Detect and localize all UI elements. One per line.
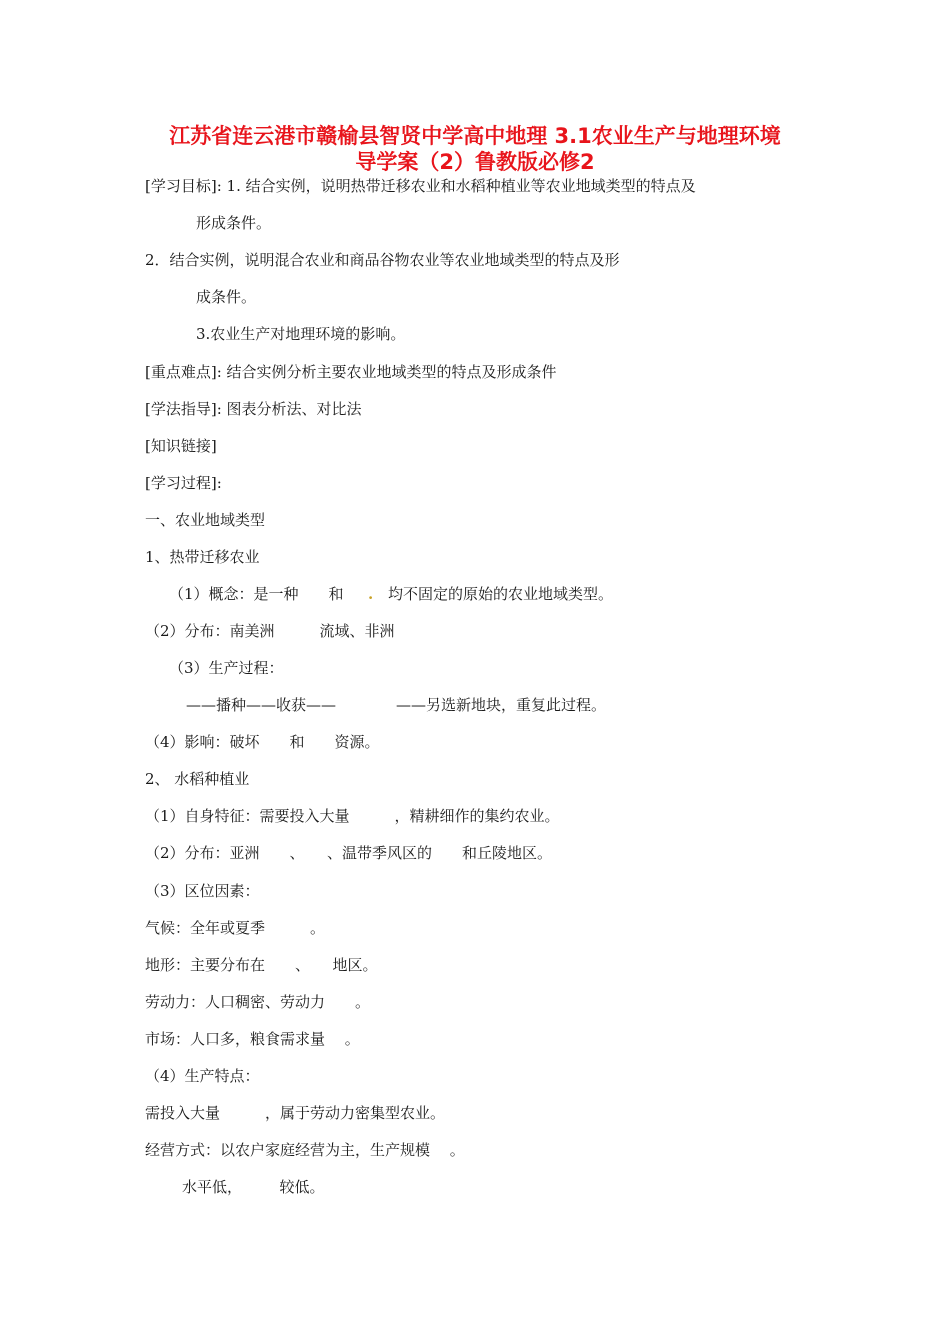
- objective-2-continued: 成条件。: [196, 288, 257, 306]
- learning-objectives: [学习目标]: 1. 结合实例，说明热带迁移农业和水稻种植业等农业地域类型的特点及: [145, 177, 696, 195]
- rice-climate: 气候：全年或夏季 。: [145, 919, 326, 937]
- shifting-process-heading: （3）生产过程：: [169, 659, 284, 677]
- rice-production-features: （4）生产特点：: [145, 1067, 260, 1085]
- objective-3: 3.农业生产对地理环境的影响。: [196, 325, 406, 343]
- shifting-concept: （1）概念：是一种 和: [169, 585, 344, 603]
- document-title-line-1: 江苏省连云港市赣榆县智贤中学高中地理 3.1农业生产与地理环境: [169, 124, 781, 148]
- rice-characteristics: （1）自身特征：需要投入大量 ，精耕细作的集约农业。: [145, 807, 560, 825]
- subsection-shifting-agriculture: 1、热带迁移农业: [145, 548, 260, 566]
- objective-2: 2．结合实例，说明混合农业和商品谷物农业等农业地域类型的特点及形: [145, 251, 620, 269]
- rice-management: 经营方式：以农户家庭经营为主，生产规模 。: [145, 1141, 465, 1159]
- subsection-rice-farming: 2、 水稻种植业: [145, 770, 250, 788]
- key-points: [重点难点]: 结合实例分析主要农业地域类型的特点及形成条件: [145, 363, 557, 381]
- shifting-distribution: （2）分布：南美洲 流域、非洲: [145, 622, 395, 640]
- document-title-line-2: 导学案（2）鲁教版必修2: [355, 150, 595, 174]
- shifting-concept-tail: 均不固定的原始的农业地域类型。: [388, 585, 614, 603]
- mark-dot: .: [368, 585, 374, 603]
- knowledge-link: [知识链接]: [145, 437, 217, 455]
- rice-level: 水平低， 较低。: [182, 1178, 325, 1196]
- rice-location-factors: （3）区位因素：: [145, 882, 260, 900]
- rice-distribution: （2）分布：亚洲 、 、温带季风区的 和丘陵地区。: [145, 844, 553, 862]
- study-method: [学法指导]: 图表分析法、对比法: [145, 400, 362, 418]
- shifting-process-steps: ——播种——收获—— ——另选新地块，重复此过程。: [186, 696, 607, 714]
- objective-1-continued: 形成条件。: [196, 214, 272, 232]
- rice-labor: 劳动力：人口稠密、劳动力 。: [145, 993, 371, 1011]
- rice-labor-intensive: 需投入大量 ，属于劳动力密集型农业。: [145, 1104, 446, 1122]
- section-heading-agricultural-regions: 一、农业地域类型: [145, 511, 266, 529]
- learning-process: [学习过程]:: [145, 474, 222, 492]
- shifting-impact: （4）影响：破坏 和 资源。: [145, 733, 380, 751]
- rice-terrain: 地形：主要分布在 、 地区。: [145, 956, 378, 974]
- rice-market: 市场：人口多，粮食需求量 。: [145, 1030, 360, 1048]
